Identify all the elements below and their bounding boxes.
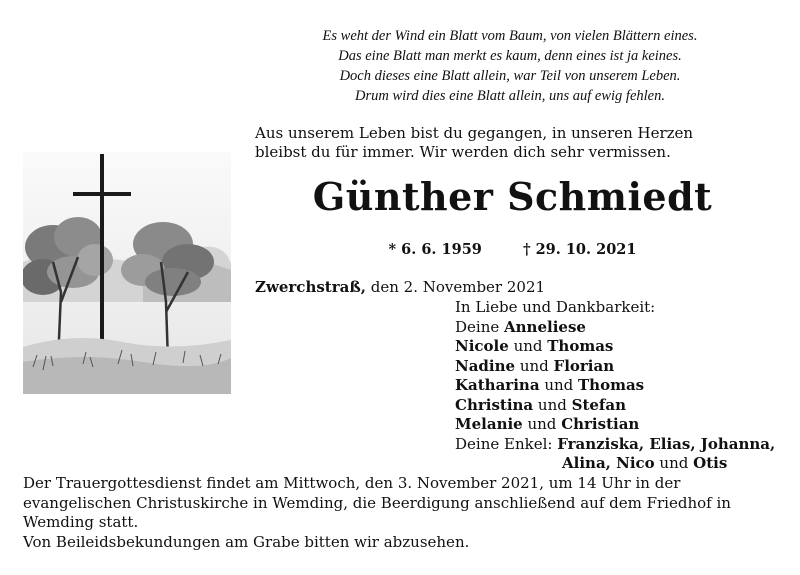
death-date: † 29. 10. 2021	[522, 241, 637, 258]
intro-line: bleibst du für immer. Wir werden dich sehr vermissen.	[255, 143, 671, 161]
place-date-text: den 2. November 2021	[365, 278, 546, 296]
mourner-couple: Christina und Stefan	[455, 395, 627, 414]
mourner-couple: Melanie und Christian	[455, 415, 640, 433]
birth-date: * 6. 6. 1959	[388, 241, 482, 258]
mourners-list	[455, 298, 785, 474]
mourner-couple: Nadine und Florian	[455, 356, 615, 375]
intro-text	[255, 124, 775, 162]
deceased-name: Günther Schmiedt	[312, 174, 713, 219]
service-line: Der Trauergottesdienst findet am Mittwoch, den 3. November 2021, um 14 Uhr in der	[23, 474, 681, 492]
service-info	[23, 474, 783, 552]
life-dates	[255, 241, 770, 258]
service-line: Von Beileidsbekundungen am Grabe bitten wir abzusehen.	[23, 532, 470, 551]
mourners-heading: In Liebe und Dankbarkeit:	[455, 298, 656, 316]
poem	[255, 26, 765, 106]
poem-line: Es weht der Wind ein Blatt vom Baum, von vielen Blättern eines.	[322, 28, 698, 44]
mourner-couple: Katharina und Thomas	[455, 376, 645, 394]
cross-trees-illustration	[23, 152, 231, 394]
service-line: Wemding statt.	[23, 513, 139, 531]
poem-line: Das eine Blatt man merkt es kaum, denn eines ist ja keines.	[338, 48, 682, 64]
intro-line: Aus unserem Leben bist du gegangen, in unseren Herzen	[255, 124, 694, 142]
grandchildren-line: Deine Enkel: Franziska, Elias, Johanna,	[455, 434, 776, 453]
poem-line: Drum wird dies eine Blatt allein, uns auf ewig fehlen.	[355, 88, 665, 104]
grandchildren-line-2: Alina, Nico und Otis	[562, 454, 728, 472]
mourner-wife: Deine Anneliese	[455, 317, 586, 336]
place-date	[255, 278, 545, 296]
service-line: evangelischen Christuskirche in Wemding, die Beerdigung anschließend auf dem Friedhof in	[23, 493, 731, 512]
place-town: Zwerchstraß,	[255, 278, 366, 296]
poem-line: Doch dieses eine Blatt allein, war Teil von unserem Leben.	[339, 68, 681, 84]
mourner-couple: Nicole und Thomas	[455, 337, 614, 355]
